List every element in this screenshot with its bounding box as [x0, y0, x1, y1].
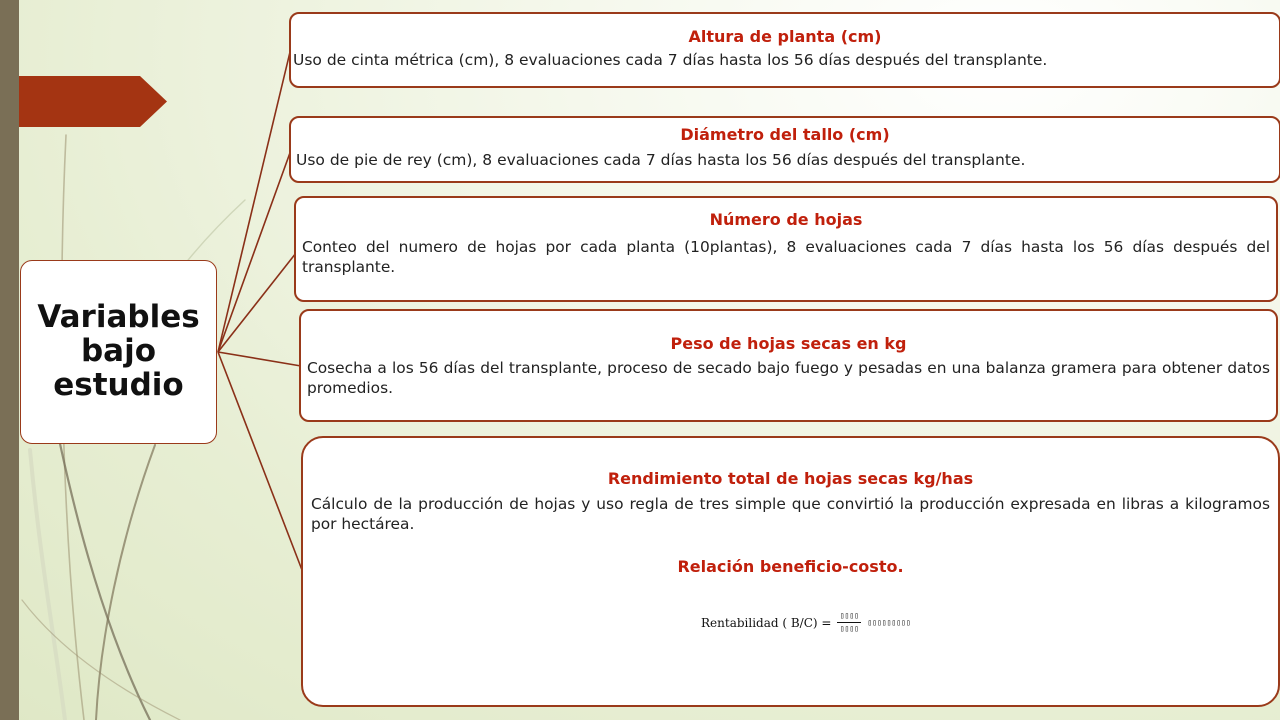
card-title: Rendimiento total de hojas secas kg/has — [607, 469, 974, 488]
benefit-cost-formula — [701, 612, 911, 633]
formula-label: Rentabilidad ( B/C) = — [701, 615, 832, 630]
formula-numerator: ▯▯▯▯ — [839, 611, 860, 620]
card-text: Conteo del numero de hojas por cada planta (10plantas), 8 evaluaciones cada 7 días hasta los 56 días después del transplante. — [302, 238, 1270, 276]
central-title-line: Variables — [37, 299, 200, 336]
formula-denominator: ▯▯▯▯ — [839, 624, 860, 633]
card-text: Cálculo de la producción de hojas y uso regla de tres simple que convirtió la producción expresada en libras a kilogramos por hectárea. — [311, 495, 1270, 533]
variable-card-plant-height — [289, 12, 1280, 88]
formula-fraction — [837, 612, 861, 633]
central-topic-title — [37, 301, 199, 402]
variable-card-dry-leaf-weight — [299, 309, 1278, 422]
connector-line — [218, 352, 301, 366]
card-title: Peso de hojas secas en kg — [670, 334, 907, 353]
card-title: Número de hojas — [709, 210, 863, 229]
card-title: Altura de planta (cm) — [688, 27, 882, 46]
variable-card-total-yield — [301, 436, 1280, 707]
card-subtitle: Relación beneficio-costo. — [677, 557, 904, 577]
central-title-line: bajo — [80, 333, 157, 370]
connector-line — [218, 150, 291, 352]
variable-card-stem-diameter — [289, 116, 1280, 183]
card-text: Cosecha a los 56 días del transplante, proceso de secado bajo fuego y pesadas en una balanza gramera para obtener datos promedios. — [307, 359, 1270, 397]
connector-line — [218, 352, 302, 570]
formula-result: ▯▯▯▯▯▯▯▯▯ — [867, 618, 911, 627]
card-text: Uso de cinta métrica (cm), 8 evaluaciones cada 7 días hasta los 56 días después del transplante. — [293, 51, 1048, 69]
card-text: Uso de pie de rey (cm), 8 evaluaciones cada 7 días hasta los 56 días después del transplante. — [296, 151, 1026, 169]
variable-card-leaf-count — [294, 196, 1278, 302]
central-topic-box — [20, 260, 217, 444]
central-title-line: estudio — [53, 366, 184, 403]
card-title: Diámetro del tallo (cm) — [680, 125, 890, 144]
fraction-bar — [837, 622, 861, 623]
